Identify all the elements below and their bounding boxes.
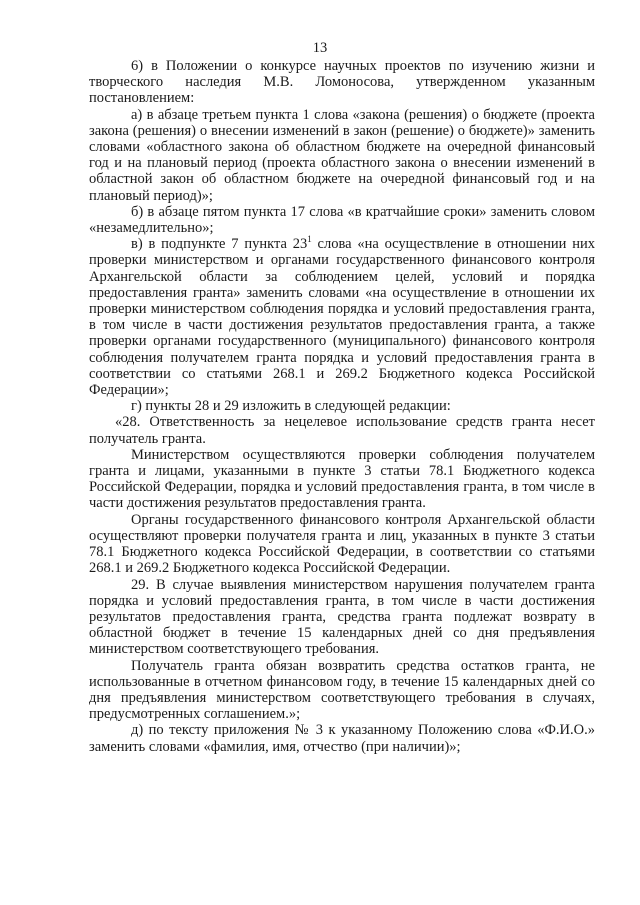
document-body (89, 58, 595, 755)
paragraph-financial-control: Органы государственного финансового контроля Архангельской области осуществляют проверки получателя гранта и лиц, указанных в пункте 3 статьи 78.1 Бюджетного кодекса Российской Федерации, в соответствии со статьями 268.1 и 269.2 Бюджетного кодекса Российской Федерации. (89, 511, 595, 577)
paragraph-subitem-v-end: слова «на осуществление в отношении них проверки министерством и органами государственного финансового контроля Архангельской области за соблюдением целей, условий и порядка предоставления гранта» заменить словами «на осуществление в отношении их проверки министерством соблюдения порядка и условий предоставления гранта, в том числе в части достижения результатов предоставления гранта, а также проверки органами государственного (муниципального) финансового контроля соблюдения получателем гранта порядка и условий предоставления гранта в соответствии со статьями 268.1 и 269.2 Бюджетного кодекса Российской Федерации»; (89, 236, 595, 399)
paragraph-subitem-a: а) в абзаце третьем пункта 1 слова «закона (решения) о бюджете (проекта закона (решения) о внесении изменений в закон (решение) о бюджете)» заменить словами «областного закона об областном бюджете на очередной финансовый год и на плановый период (проекта областного закона о внесении изменений в областной закон об областном бюджете на очередной финансовый год и на плановый период)»; (89, 106, 595, 204)
page-number: 13 (312, 40, 328, 56)
paragraph-grant-return: Получатель гранта обязан возвратить средства остатков гранта, не использованные в отчетном финансовом году, в течение 15 календарных дней со дня предъявления министерством соответствующего требования в случаях, предусмотренных соглашением.»; (89, 657, 595, 723)
paragraph-clause-29: 29. В случае выявления министерством нарушения получателем гранта порядка и условий предоставления гранта, в том числе в части достижения результатов предоставления гранта, средства гранта подлежат возврату в областной бюджет в течение 15 календарных дней со дня предъявления министерством соответствующего требования. (89, 576, 595, 658)
paragraph-ministry-checks: Министерством осуществляются проверки соблюдения получателем гранта и лицами, указанными в пункте 3 статьи 78.1 Бюджетного кодекса Российской Федерации, порядка и условий предоставления гранта, в том числе в части достижения результатов предоставления гранта. (89, 446, 595, 512)
paragraph-subitem-v (89, 236, 595, 398)
paragraph-subitem-d: д) по тексту приложения № 3 к указанному Положению слова «Ф.И.О.» заменить словами «фамилия, имя, отчество (при наличии)»; (89, 722, 595, 755)
paragraph-subitem-v-start: в) в подпункте 7 пункта 23 (131, 236, 308, 253)
paragraph-clause-28: «28. Ответственность за нецелевое использование средств гранта несет получатель гранта. (89, 414, 595, 447)
paragraph-subitem-b: б) в абзаце пятом пункта 17 слова «в кратчайшие сроки» заменить словом «незамедлительно»; (89, 203, 595, 237)
superscript-marker: 1 (307, 234, 312, 245)
paragraph-item-6: 6) в Положении о конкурсе научных проектов по изучению жизни и творческого наследия М.В. Ломоносова, утвержденном указанным постановлением: (89, 58, 595, 107)
paragraph-subitem-g: г) пункты 28 и 29 изложить в следующей редакции: (131, 398, 451, 415)
